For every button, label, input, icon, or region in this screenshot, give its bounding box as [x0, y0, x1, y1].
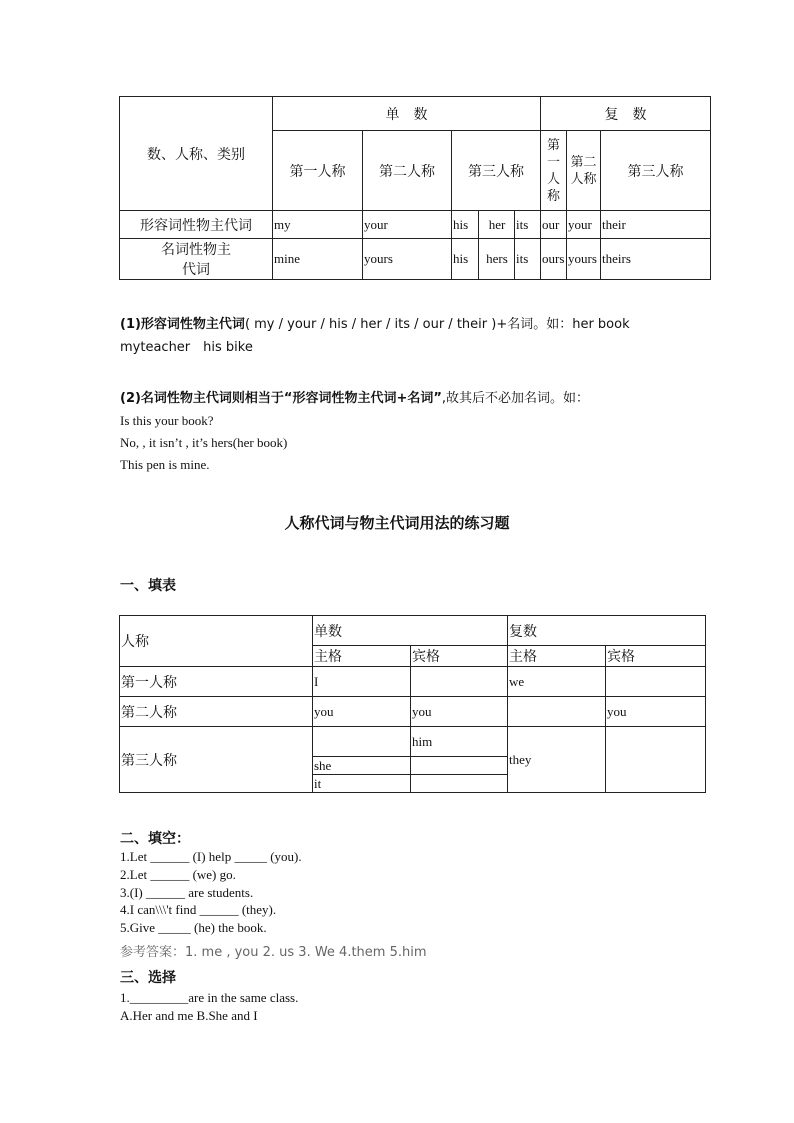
- example-line: No, , it isn’t , it’s hers(her book): [120, 435, 288, 450]
- cell: [411, 775, 508, 793]
- note-2-text: ,故其后不必加名词。如：: [441, 391, 590, 406]
- cell: she: [313, 757, 411, 775]
- cell: [411, 667, 508, 697]
- row-label: 第一人称: [120, 667, 313, 697]
- section-heading: 二、填空：: [120, 831, 190, 847]
- exercise-line: A.Her and me B.She and I: [120, 1008, 258, 1023]
- table-row: [120, 697, 706, 727]
- objective-header: 宾格: [606, 646, 706, 667]
- sg-second-person: 第二人称: [363, 131, 452, 211]
- plural-header: 复数: [508, 616, 706, 646]
- nominative-header: 主格: [508, 646, 606, 667]
- sg-first-person: 第一人称: [273, 131, 363, 211]
- pl-second-person: 第二人称: [567, 131, 601, 211]
- row-label: 形容词性物主代词: [120, 211, 273, 239]
- table-row: [120, 211, 711, 239]
- note-1-heading: (1)形容词性物主代词: [120, 317, 245, 332]
- answer-key: 参考答案：1. me , you 2. us 3. We 4.them 5.him: [120, 945, 427, 960]
- cell: my: [273, 211, 363, 239]
- cell: his: [452, 211, 479, 239]
- fill-table: [119, 615, 706, 793]
- cell: you: [606, 697, 706, 727]
- section-heading: 三、选择: [120, 970, 176, 986]
- exercise-line: 1.Let ______ (I) help _____ (you).: [120, 849, 302, 864]
- sg-third-person: 第三人称: [452, 131, 541, 211]
- note-2-heading: (2)名词性物主代词则相当于“形容词性物主代词+名词”: [120, 391, 442, 406]
- singular-header: 单 数: [273, 97, 541, 131]
- cell: I: [313, 667, 411, 697]
- category-header: 数、人称、类别: [120, 97, 273, 211]
- exercise-line: 3.(I) ______ are students.: [120, 885, 254, 900]
- exercise-line: 4.I can\\\'t find ______ (they).: [120, 902, 277, 917]
- cell: it: [313, 775, 411, 793]
- plural-header: 复 数: [541, 97, 711, 131]
- cell: yours: [363, 239, 452, 280]
- pl-third-person: 第三人称: [601, 131, 711, 211]
- exercise-line: 2.Let ______ (we) go.: [120, 867, 236, 882]
- table-row: [120, 239, 711, 280]
- cell: [606, 727, 706, 793]
- cell: you: [313, 697, 411, 727]
- singular-header: 单数: [313, 616, 508, 646]
- cell: his: [452, 239, 479, 280]
- cell: they: [508, 727, 606, 793]
- objective-header: 宾格: [411, 646, 508, 667]
- cell: its: [515, 211, 541, 239]
- cell: theirs: [601, 239, 711, 280]
- cell: our: [541, 211, 567, 239]
- nominative-header: 主格: [313, 646, 411, 667]
- exercise-line: 1._________are in the same class.: [120, 990, 299, 1005]
- example-line: Is this your book?: [120, 413, 214, 428]
- cell: your: [363, 211, 452, 239]
- cell: you: [411, 697, 508, 727]
- table-row: [120, 727, 706, 757]
- cell: mine: [273, 239, 363, 280]
- page-title: 人称代词与物主代词用法的练习题: [284, 514, 510, 532]
- cell: your: [567, 211, 601, 239]
- cell: we: [508, 667, 606, 697]
- row-label: 第二人称: [120, 697, 313, 727]
- pl-first-person: 第一人称: [541, 131, 567, 211]
- pronoun-table: [119, 96, 711, 280]
- section-heading: 一、填表: [120, 578, 176, 594]
- table-row: [120, 667, 706, 697]
- note-2: [120, 387, 680, 410]
- cell: their: [601, 211, 711, 239]
- cell: [313, 727, 411, 757]
- cell: [411, 757, 508, 775]
- cell: yours: [567, 239, 601, 280]
- row-label: 第三人称: [120, 727, 313, 793]
- note-1-text: ( my / your / his / her / its / our / their )+名词。如：her book myteacher his bike: [120, 317, 643, 355]
- cell: him: [411, 727, 508, 757]
- cell: ours: [541, 239, 567, 280]
- row-label: 名词性物主代词: [120, 239, 273, 280]
- cell: [508, 697, 606, 727]
- cell: its: [515, 239, 541, 280]
- cell: her: [479, 211, 515, 239]
- cell: hers: [479, 239, 515, 280]
- cell: [606, 667, 706, 697]
- example-line: This pen is mine.: [120, 457, 210, 472]
- exercise-line: 5.Give _____ (he) the book.: [120, 920, 267, 935]
- note-1: [120, 313, 680, 359]
- person-header: 人称: [120, 616, 313, 667]
